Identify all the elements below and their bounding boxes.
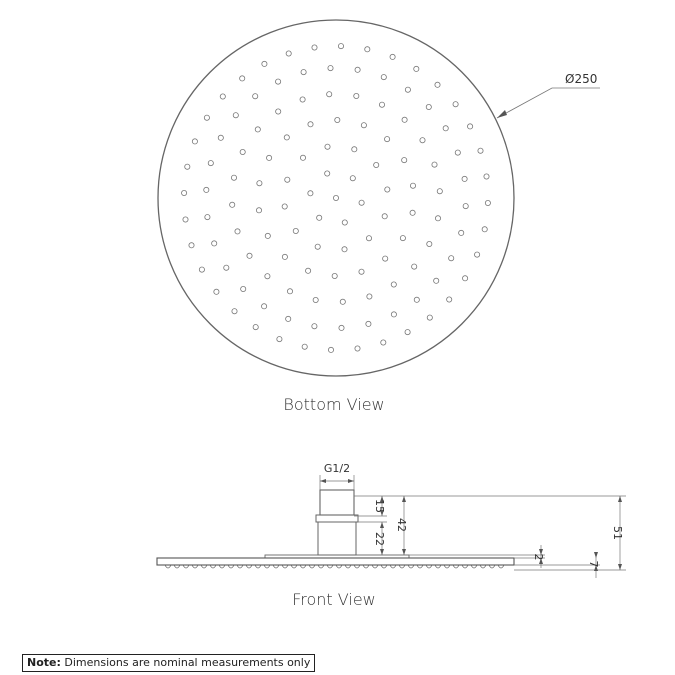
nozzle	[385, 137, 390, 142]
nozzle	[463, 276, 468, 281]
svg-text:51: 51	[611, 526, 624, 540]
nozzle	[313, 297, 318, 302]
bottom-view	[158, 20, 600, 414]
nozzle	[285, 177, 290, 182]
thread-dimension	[320, 462, 354, 490]
nozzle	[262, 304, 267, 309]
nozzle	[455, 150, 460, 155]
nozzle	[300, 155, 305, 160]
nozzle	[447, 297, 452, 302]
svg-text:2: 2	[532, 553, 545, 561]
nozzle	[427, 241, 432, 246]
svg-text:42: 42	[395, 518, 408, 532]
nozzle	[253, 94, 258, 99]
nozzle	[233, 113, 238, 118]
nozzle	[449, 256, 454, 261]
nozzle	[385, 187, 390, 192]
dim-42	[395, 496, 408, 555]
dim-22	[373, 522, 386, 555]
nozzle	[308, 122, 313, 127]
nozzle	[240, 76, 245, 81]
nozzle	[361, 123, 366, 128]
nozzle	[379, 102, 384, 107]
nozzle	[218, 135, 223, 140]
front-view-label: Front View	[292, 590, 376, 609]
nozzle	[230, 202, 235, 207]
nozzle	[453, 102, 458, 107]
dim-51	[611, 496, 624, 570]
nozzle	[284, 135, 289, 140]
nozzle	[253, 325, 258, 330]
svg-text:15: 15	[373, 499, 386, 513]
diameter-leader-line	[497, 88, 600, 118]
nozzle	[366, 321, 371, 326]
nozzle	[400, 236, 405, 241]
nozzle	[301, 70, 306, 75]
nozzle	[208, 161, 213, 166]
nozzle	[199, 267, 204, 272]
nozzle	[293, 228, 298, 233]
nozzle	[300, 97, 305, 102]
nozzle	[405, 87, 410, 92]
nozzle	[325, 171, 330, 176]
nozzle	[410, 210, 415, 215]
nozzle	[381, 340, 386, 345]
nozzle	[382, 214, 387, 219]
nozzle	[462, 176, 467, 181]
nozzle	[312, 45, 317, 50]
nozzle	[182, 190, 187, 195]
nozzle	[427, 315, 432, 320]
dim-15	[373, 496, 386, 516]
nozzle	[315, 244, 320, 249]
note-box	[22, 654, 315, 672]
nozzle	[434, 278, 439, 283]
nozzle	[359, 200, 364, 205]
nozzle	[410, 183, 415, 188]
nozzle	[286, 51, 291, 56]
diameter-arrow	[497, 110, 507, 118]
nozzle	[240, 149, 245, 154]
nozzle	[482, 227, 487, 232]
nozzle	[312, 324, 317, 329]
head-body	[157, 558, 514, 565]
nozzle	[277, 337, 282, 342]
nozzle	[432, 162, 437, 167]
nozzle	[276, 79, 281, 84]
nozzle	[325, 144, 330, 149]
extension-lines	[354, 496, 626, 570]
nozzle	[339, 325, 344, 330]
nozzle	[352, 147, 357, 152]
nozzle	[359, 269, 364, 274]
nozzle	[437, 189, 442, 194]
connector-stem	[318, 522, 356, 555]
nozzle	[205, 215, 210, 220]
nozzle	[276, 109, 281, 114]
nozzle	[224, 265, 229, 270]
dim-2	[532, 545, 545, 568]
nozzle	[335, 117, 340, 122]
nozzle	[391, 312, 396, 317]
nozzle	[183, 217, 188, 222]
nozzle	[212, 241, 217, 246]
nozzle	[355, 67, 360, 72]
nozzle	[214, 289, 219, 294]
bottom-view-label: Bottom View	[283, 395, 385, 414]
nozzle	[308, 191, 313, 196]
nozzle	[390, 54, 395, 59]
nozzle	[204, 187, 209, 192]
nozzle	[355, 346, 360, 351]
nozzle	[342, 247, 347, 252]
nozzle	[367, 294, 372, 299]
nozzle	[262, 61, 267, 66]
nozzle	[332, 273, 337, 278]
diameter-label: Ø250	[565, 72, 598, 86]
nozzle	[328, 347, 333, 352]
nozzle	[333, 195, 338, 200]
nozzle	[475, 252, 480, 257]
note-label: Note:	[27, 656, 61, 669]
nozzle	[232, 309, 237, 314]
nozzle	[485, 200, 490, 205]
nozzle	[350, 176, 355, 181]
nozzle	[220, 94, 225, 99]
nozzle	[302, 344, 307, 349]
nozzle	[282, 254, 287, 259]
nozzle	[340, 299, 345, 304]
nozzle	[414, 66, 419, 71]
nozzle	[256, 208, 261, 213]
nozzle	[231, 175, 236, 180]
nozzle	[383, 256, 388, 261]
nozzle	[463, 204, 468, 209]
svg-text:22: 22	[373, 532, 386, 546]
nozzle	[435, 216, 440, 221]
nozzle	[405, 330, 410, 335]
nozzle	[420, 138, 425, 143]
nozzle	[435, 82, 440, 87]
nozzle	[426, 104, 431, 109]
nozzle	[192, 139, 197, 144]
nozzle	[286, 316, 291, 321]
nozzle	[402, 117, 407, 122]
nozzle	[257, 181, 262, 186]
connector-neck	[316, 515, 358, 522]
nozzle	[265, 274, 270, 279]
nozzle	[287, 289, 292, 294]
nozzle	[327, 92, 332, 97]
nozzle-pattern	[182, 44, 491, 353]
nozzle	[366, 236, 371, 241]
nozzle	[468, 124, 473, 129]
nozzle	[317, 215, 322, 220]
nozzle	[255, 127, 260, 132]
nozzle	[267, 155, 272, 160]
nozzle	[342, 220, 347, 225]
nozzle	[478, 148, 483, 153]
nozzle	[365, 47, 370, 52]
nozzle	[354, 93, 359, 98]
nozzle	[328, 66, 333, 71]
note-text: Dimensions are nominal measurements only	[60, 656, 311, 669]
nozzle	[391, 282, 396, 287]
svg-text:7: 7	[587, 560, 600, 568]
nozzle	[459, 230, 464, 235]
nozzle	[247, 253, 252, 258]
nozzle	[338, 44, 343, 49]
nozzle	[381, 75, 386, 80]
nozzle	[185, 164, 190, 169]
diameter-callout	[497, 72, 600, 118]
shower-head-outline	[158, 20, 514, 376]
nozzle	[265, 233, 270, 238]
nozzle	[306, 268, 311, 273]
nozzle	[235, 229, 240, 234]
nozzle	[443, 126, 448, 131]
nozzle	[484, 174, 489, 179]
nozzle	[241, 286, 246, 291]
front-view	[157, 462, 626, 609]
connector-nut	[320, 490, 354, 515]
nozzle	[282, 204, 287, 209]
nozzle	[189, 243, 194, 248]
nozzle	[412, 264, 417, 269]
nozzle	[402, 158, 407, 163]
thread-label: G1/2	[323, 462, 351, 475]
dim-7	[587, 552, 600, 578]
nozzle	[204, 115, 209, 120]
nozzle	[414, 297, 419, 302]
nozzle	[374, 162, 379, 167]
